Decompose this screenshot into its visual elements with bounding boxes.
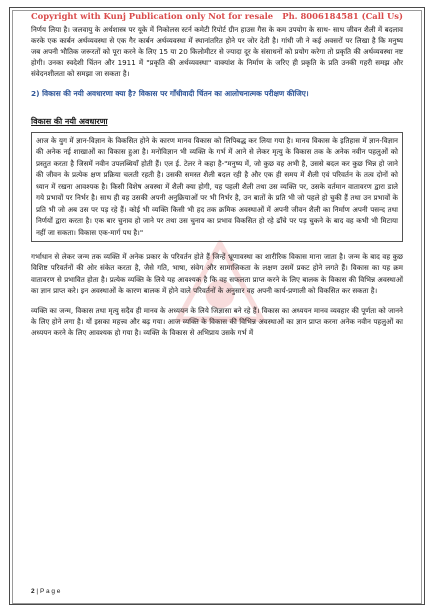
question-heading: 2) विकास की नयी अवधारणा क्या है? विकास पर गाँधीवादी चिंतन का आलोचनात्मक परीक्षण कीजिए। xyxy=(31,89,309,99)
copyright-header xyxy=(31,10,403,22)
quote-paragraph: आज के युग में ज्ञान-विज्ञान के विकसित होने के कारण मानव विकास को लिपिबद्ध कर लिया गया है। मानव विकास के इतिहास में ज्ञान-विज्ञान की अनेक नई शाखाओं का विकास हुआ है। मनोविज्ञान भी व्यक्ति के गर्भ में आने से लेकर मृत्यु के विकास तक के अनेक नवीन पहलुओं को प्रस्तुत करता है जिसमें नवीन उपलब्धियाँ होती हैं। एल ई. टेलर ने कहा है-"मनुष्य में, जो कुछ वह अभी है, उससे बदल कर कुछ भिन्न हो जाने की जीवन के प्रत्येक क्षण प्रक्रिया चलती रहती है। उसकी समस्त शैली बदल रही है और एक ही समय में शैली एवं परिवर्तन के तत्व दोनों को ध्यान में रखना आवश्यक है। किसी विशेष अवस्था में शैली क्या होगी, यह पहली शैली तथा उस व्यक्ति पर, उसके वर्तमान वातावरण द्वारा डाले गये प्रभावों पर निर्भर है। साथ ही वह उसकी अपनी अनुक्रियाओं पर भी निर्भर है, उन बातों के प्रति भी जो पहले हो चुकी हैं तथा उन प्रभावों के प्रति भी जो अब उस पर पड़ रहे हैं। कोई भी व्यक्ति किसी भी हद तक क्रमिक अवस्थाओं में अपनी जीवन शैली का निर्माण अपनी पसन्द तथा निर्णयों द्वारा करता है। एक बार चुनाव हो जाने पर तथा उस चुनाव का प्रभाव विकसित हो रहे ढाँचे पर पड़ चुकने के बाद वह कभी भी मिटाया नहीं जा सकता। विकास एक-मार्ग पथ है।" xyxy=(36,135,398,237)
body-paragraph-2: व्यक्ति का जन्म, विकास तथा मृत्यु सदैव ही मानव के अध्ययन के लिये जिज्ञासा बने रहे हैं। विकास का अध्ययन मानव व्यवहार की पूर्णता को जानने के लिए होने लगा है। यों इसका महत्त्व और बढ़ गया। आज व्यक्ति के विकास की विभिन्न अवस्थाओं का ज्ञान प्राप्त करना अनेक नवीन पहलुओं का अध्ययन करने के लिए आवश्यक हो गया है। व्यक्ति के विकास से अभिप्राय उसके गर्भ में xyxy=(31,305,403,337)
copyright-notice: Copyright with Kunj Publication only Not for resale xyxy=(31,11,274,21)
document-page xyxy=(31,10,403,338)
quote-box xyxy=(31,132,403,243)
body-paragraph-1: गर्भाधान से लेकर जन्म तक व्यक्ति में अनेक प्रकार के परिवर्तन होते हैं जिन्हें भ्रूणावस्था का शारीरिक विकास माना जाता है। जन्म के बाद वह कुछ विशिष्ट परिवर्तनों की ओर संकेत करता है, जैसे गति, भाषा, संवेग और सामाजिकता के लक्षण उसमें प्रकट होने लगते हैं। विकास का यह क्रम वातावरण से प्रभावित होता है। प्रत्येक व्यक्ति के लिये यह आवश्यक है कि वह सफलता प्राप्त करने के लिए बालक के विकास की विभिन्न अवस्थाओं का ज्ञान प्राप्त करे। इन अवस्थाओं के कारण बालक में होने वाले परिवर्तनों के अनुसार वह अपनी कार्य-प्रणाली को विकसित कर सकता है। xyxy=(31,252,403,295)
page-footer xyxy=(31,578,403,595)
section-subheading: विकास की नयी अवधारणा xyxy=(31,116,108,126)
page-label: P a g e xyxy=(39,588,61,595)
contact-phone: Ph. 8006184581 (Call Us) xyxy=(282,11,403,21)
page-number: 2 xyxy=(31,588,35,595)
intro-paragraph: निर्णय लिया है। जलवायु के अर्थशास्त्र पर यूके में निकोलस स्टर्न कमेटी रिपोर्ट ग्रीन हाउस गैस के कम उपयोग के साथ- साथ जीवन शैली में बदलाव करके एक कार्बन अर्थव्यवस्था से एक गैर कार्बन अर्थव्यवस्था में स्थानांतरित होने पर जोर देती है। गांधी जी ने कई अवसरों पर लिखा है कि मनुष्य जब अपनी भौतिक जरूरतों को पूरा करने के लिए 15 या 20 किलोमीटर से ज्यादा दूर के संसाधनों को प्रयोग करेगा तो प्रकृति की अर्थव्यवस्था नष्ट होगी। उनका स्वदेशी चिंतन और 1911 में "प्रकृति की अर्थव्यवस्था" वाक्यांश के निर्माण के जरिए ही प्रकृति के प्रति उनकी गहरी समझ और संवेदनशीलता को समझा जा सकता है। xyxy=(31,25,403,79)
footer-separator: | xyxy=(34,588,40,595)
